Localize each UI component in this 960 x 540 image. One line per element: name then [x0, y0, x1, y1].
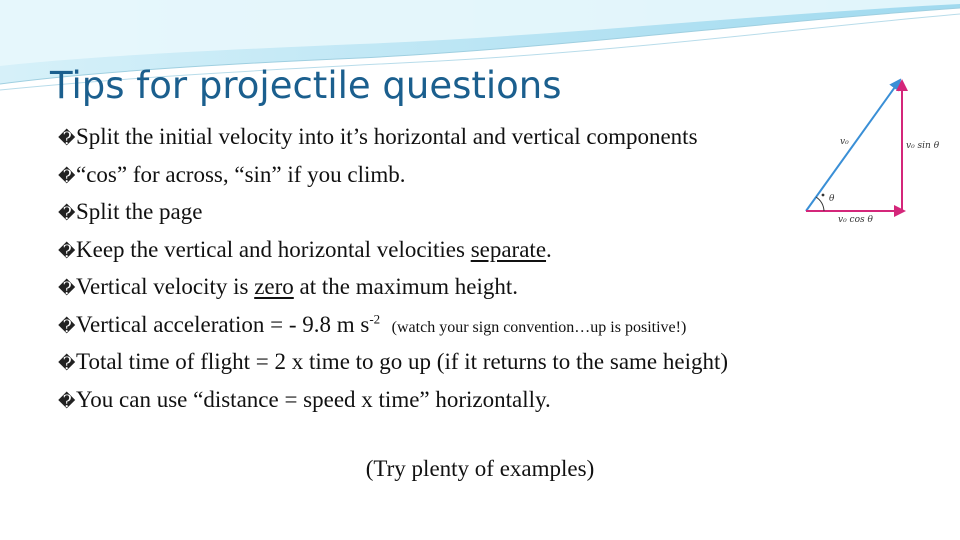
- tip-text: Split the initial velocity into it’s horizontal and vertical components: [76, 124, 698, 149]
- hypotenuse-label: v₀: [840, 137, 849, 147]
- tip-text-part: Vertical velocity is: [76, 274, 255, 299]
- bullet-marker-icon: �: [58, 166, 76, 186]
- hypotenuse-vector: [806, 80, 900, 211]
- angle-arc: [816, 197, 824, 211]
- emphasis-word: zero: [254, 274, 294, 299]
- list-item: [58, 381, 728, 419]
- tip-text: Split the page: [76, 199, 203, 224]
- bullet-marker-icon: �: [58, 316, 76, 336]
- list-item: [58, 343, 728, 381]
- angle-dot: [822, 194, 825, 197]
- tip-text: You can use “distance = speed x time” horizontally.: [76, 386, 551, 412]
- list-item: [58, 118, 728, 156]
- tip-text: “cos” for across, “sin” if you climb.: [76, 161, 406, 187]
- list-item: [58, 268, 728, 306]
- bullet-marker-icon: �: [58, 241, 76, 261]
- bullet-marker-icon: �: [58, 354, 76, 373]
- bullet-marker-icon: �: [58, 129, 76, 148]
- horizontal-component-label: v₀ cos θ: [838, 215, 873, 222]
- footer-note: (Try plenty of examples): [365, 456, 595, 481]
- vertical-component-label: v₀ sin θ: [906, 141, 940, 151]
- tip-text: [76, 306, 686, 347]
- bullet-marker-icon: �: [58, 204, 76, 223]
- list-item: [58, 193, 728, 231]
- exponent: -2: [369, 310, 381, 326]
- list-item: [58, 231, 728, 269]
- tip-text-part: .: [546, 236, 552, 262]
- page-title: Tips for projectile questions: [50, 64, 562, 107]
- bullet-marker-icon: �: [58, 391, 76, 411]
- tip-text-part: at the maximum height.: [293, 274, 518, 299]
- tip-text-part: Vertical acceleration = - 9.8 m s: [76, 311, 370, 337]
- tip-text: [76, 268, 518, 306]
- list-item: [58, 156, 728, 194]
- velocity-components-diagram: [800, 72, 950, 222]
- emphasis-word: separate: [470, 236, 547, 262]
- angle-label: θ: [829, 194, 835, 204]
- tip-text: [76, 231, 552, 269]
- bullet-marker-icon: �: [58, 279, 76, 298]
- tip-text-part: Keep the vertical and horizontal velocities: [76, 236, 471, 262]
- tips-list: [58, 118, 728, 418]
- sign-convention-note: (watch your sign convention…up is positive!): [391, 318, 687, 336]
- tip-text: Total time of flight = 2 x time to go up (if it returns to the same height): [76, 349, 729, 374]
- list-item: [58, 306, 728, 344]
